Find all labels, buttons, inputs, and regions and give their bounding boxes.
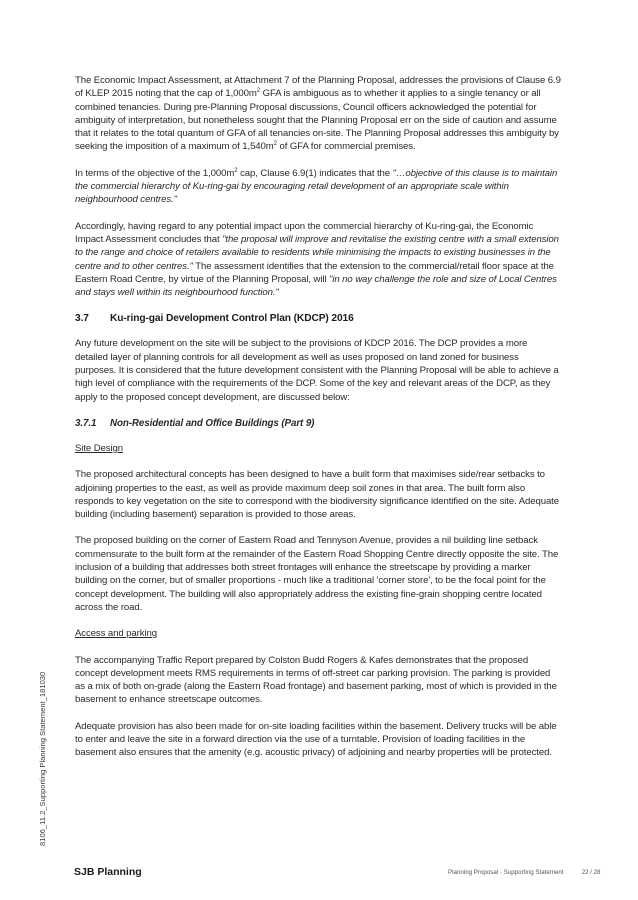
subsection-title: Non-Residential and Office Buildings (Part 9) — [110, 417, 315, 429]
superscript: 2 — [273, 141, 277, 148]
page-footer — [448, 869, 601, 876]
section-heading — [75, 312, 561, 325]
paragraph: The accompanying Traffic Report prepared by Colston Budd Rogers & Kafes demonstrates that the proposed concept development meets RMS requirements in terms of off-street car parking provision. The parking is provided as a mix of both on-grade (along the Eastern Road frontage) and basement parking, most of which is provided in the basement to enhance streetscape outcomes. — [75, 654, 557, 706]
quotation: "…objective of this clause is to maintain the commercial hierarchy of Ku-ring-gai by encouraging retail development of an appropriate scale within neighbourhood centres." — [75, 167, 558, 206]
paragraph: The proposed building on the corner of Eastern Road and Tennyson Avenue, provides a nil building line setback commensurate to the built form at the remainder of the Eastern Road Shopping Centre directly opposite the site. The inclusion of a building that addresses both street frontages will enhance the streetscape by providing a marker building on the corner, but of smaller proportions - much like a traditional 'corner store', to be the focal point for the concept development. The building will also appropriately address the existing fine-grain shopping centre located across the road. — [75, 535, 559, 613]
company-logo: SJB Planning — [74, 866, 142, 878]
body-content — [75, 74, 561, 773]
paragraph — [75, 74, 561, 154]
superscript: 2 — [256, 88, 261, 95]
text-run: In terms of the objective of the 1,000m — [75, 167, 235, 179]
paragraph — [75, 167, 561, 207]
section-title: Ku-ring-gai Development Control Plan (KDCP) 2016 — [110, 313, 354, 325]
subheading-access-parking: Access and parking — [75, 628, 157, 640]
paragraph: Adequate provision has also been made for on-site loading facilities within the basement. Delivery trucks will be able to enter and leave the site in a forward direction via the use of a turntable. Provision of loading facilities in the basement also ensures that the amenity (e.g. acoustic privacy) of adjoining and nearby properties will be protected. — [75, 720, 557, 759]
text-run: cap, Clause 6.9(1) indicates that the — [237, 167, 393, 179]
section-number: 3.7 — [75, 313, 89, 325]
text-run: The Economic Impact Assessment, at Attachment 7 of the Planning Proposal, addresses the provisions of Clause 6.9 of KLEP 2015 noting that the cap of 1,000m — [75, 75, 561, 100]
subheading-site-design: Site Design — [75, 442, 123, 454]
paragraph: The proposed architectural concepts has been designed to have a built form that maximises side/rear setbacks to adjoining properties to the east, as well as provide maximum deep soil zones in that area. The built form also responds to key vegetation on the site to correspond with the biodiversity significance identified on the site. Adequate building (including basement) separation is provided to those areas. — [75, 469, 559, 521]
subsection-heading — [75, 417, 561, 430]
paragraph: Any future development on the site will be subject to the provisions of KDCP 2016. The DCP provides a more detailed layer of planning controls for all development as well as uses proposed on land zoned for business purposes. It is considered that the future development consistent with the Planning Proposal will be able to achieve a high level of compliance with the requirements of the DCP. Some of the key and relevant areas of the DCP, as they apply to the proposed concept development, are discussed below: — [75, 338, 559, 403]
paragraph — [75, 220, 561, 300]
footer-doc-title: Planning Proposal · Supporting Statement — [448, 869, 564, 876]
text-run: The assessment identifies that the extension to the commercial/retail floor space at the Eastern Road Centre, by virtue of the Planning Proposal, will — [75, 260, 554, 285]
text-run: Accordingly, having regard to any potential impact upon the commercial hierarchy of Ku-ring-gai, the Economic Impact Assessment concludes that — [75, 220, 534, 245]
page-number: 22 / 28 — [581, 869, 601, 876]
text-run: GFA is ambiguous as to whether it applies to a single tenancy or all combined tenancies. During pre-Planning Proposal discussions, Council officers acknowledged the potential for ambiguity of interpretation, but nonetheless sought that the Planning Proposal err on the side of caution and assume that it relates to the total quantum of GFA of all tenancies on-site. The Planning Proposal addresses this ambiguity by seeking the imposition of a maximum of 1,540m — [75, 88, 559, 153]
document-reference: 8106_11.2_Supporting Planning Statement_181030 — [38, 671, 47, 846]
quotation: "the proposal will improve and revitalise the existing centre with a small extension to the range and choice of retailers available to residents while minimising the impacts to existing businesses in the centre and to other centres." — [75, 233, 559, 272]
superscript: 2 — [234, 167, 238, 174]
quotation: "in no way challenge the role and size of Local Centres and stays well within its neighbourhood function." — [75, 273, 557, 299]
subsection-number: 3.7.1 — [75, 417, 97, 429]
text-run: of GFA for commercial premises. — [276, 141, 416, 153]
